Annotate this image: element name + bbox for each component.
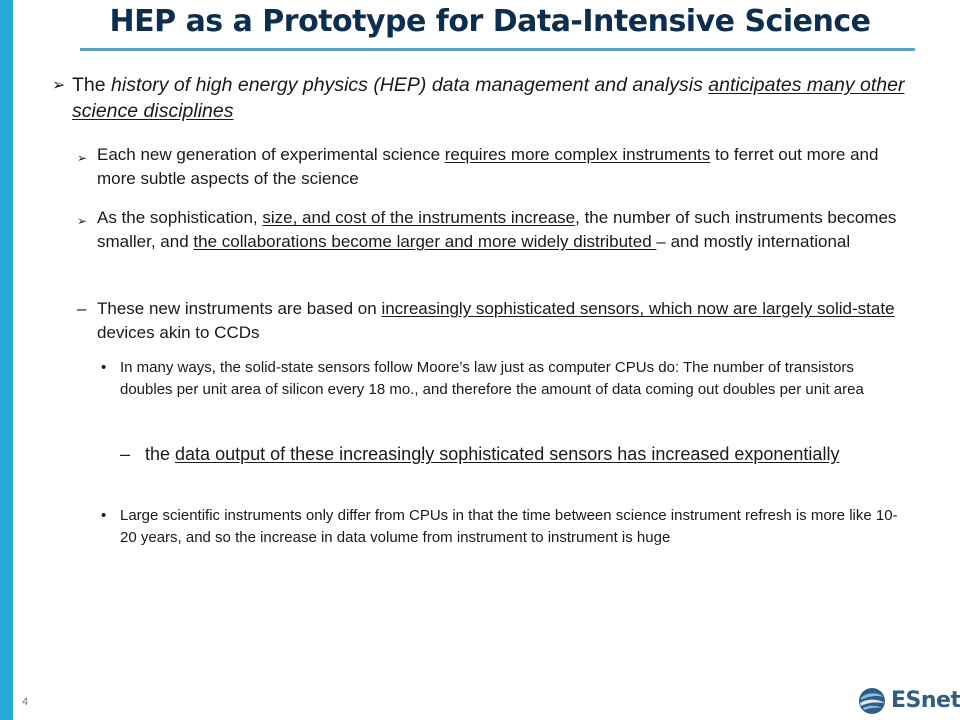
text-run: , the number of such instruments becomes smaller, and <box>97 208 897 251</box>
bullet-level2-sophistication <box>77 206 912 254</box>
text-run: anticipates many other science disciplines <box>72 74 905 122</box>
text-run: data output of these increasingly sophisticated sensors has increased exponentially <box>175 444 840 464</box>
page-number: 4 <box>22 696 29 708</box>
esnet-logo <box>857 686 960 716</box>
text-run: devices akin to CCDs <box>97 323 260 342</box>
text-run: history of high energy physics (HEP) data management and analysis <box>111 74 709 96</box>
bullet-level2-new-instruments <box>77 297 912 345</box>
esnet-globe-icon <box>857 686 887 716</box>
text-run: As the sophistication, <box>97 208 263 227</box>
text-run: the collaborations become larger and more widely distributed <box>193 232 657 251</box>
text-run: size, and cost of the instruments increase <box>262 208 576 227</box>
logo-wordmark: ESnet <box>891 688 960 713</box>
arrow-bullet-icon: ➢ <box>77 151 88 165</box>
bullet-text <box>97 206 912 254</box>
bullet-text <box>120 357 901 400</box>
text-run: These new instruments are based on <box>97 299 382 318</box>
bullet-text <box>120 505 901 548</box>
dash-bullet-icon: – <box>77 299 87 318</box>
slide-title: HEP as a Prototype for Data-Intensive Science <box>109 4 871 39</box>
text-run: Large scientific instruments only differ from CPUs in that the time between science instrument refresh is more like 10-20 years, and so the increase in data volume from instrument to instrument is huge <box>120 507 898 546</box>
bullet-level1-hep-history <box>52 72 912 124</box>
text-run: requires more complex instruments <box>444 145 711 164</box>
bullet-level2-new-generation <box>77 143 912 191</box>
text-run: Each new generation of experimental science <box>97 145 445 164</box>
bullet-level3-large-instruments <box>101 505 901 548</box>
dot-bullet-icon: • <box>101 507 107 524</box>
bullet-level4-data-output <box>120 441 900 467</box>
text-run: the <box>145 444 176 464</box>
text-run: In many ways, the solid-state sensors follow Moore’s law just as computer CPUs do: The number of transistors doubles per unit area of silicon every 18 mo., and therefore the amount of data coming out doubles per unit area <box>120 359 864 398</box>
text-run: to ferret out more and more subtle aspects of the science <box>97 145 879 188</box>
text-run: The <box>72 74 112 96</box>
dot-bullet-icon: • <box>101 359 107 376</box>
bullet-text <box>97 297 912 345</box>
text-run: – and mostly international <box>656 232 851 251</box>
dash-bullet-icon: – <box>120 444 131 464</box>
bullet-text <box>97 143 912 191</box>
bullet-level3-moores-law <box>101 357 901 400</box>
bullet-text <box>145 441 900 467</box>
bullet-text <box>72 72 912 124</box>
text-run: increasingly sophisticated sensors, which now are largely solid-state <box>381 299 895 318</box>
arrow-bullet-icon: ➢ <box>52 77 66 94</box>
arrow-bullet-icon: ➢ <box>77 214 88 228</box>
